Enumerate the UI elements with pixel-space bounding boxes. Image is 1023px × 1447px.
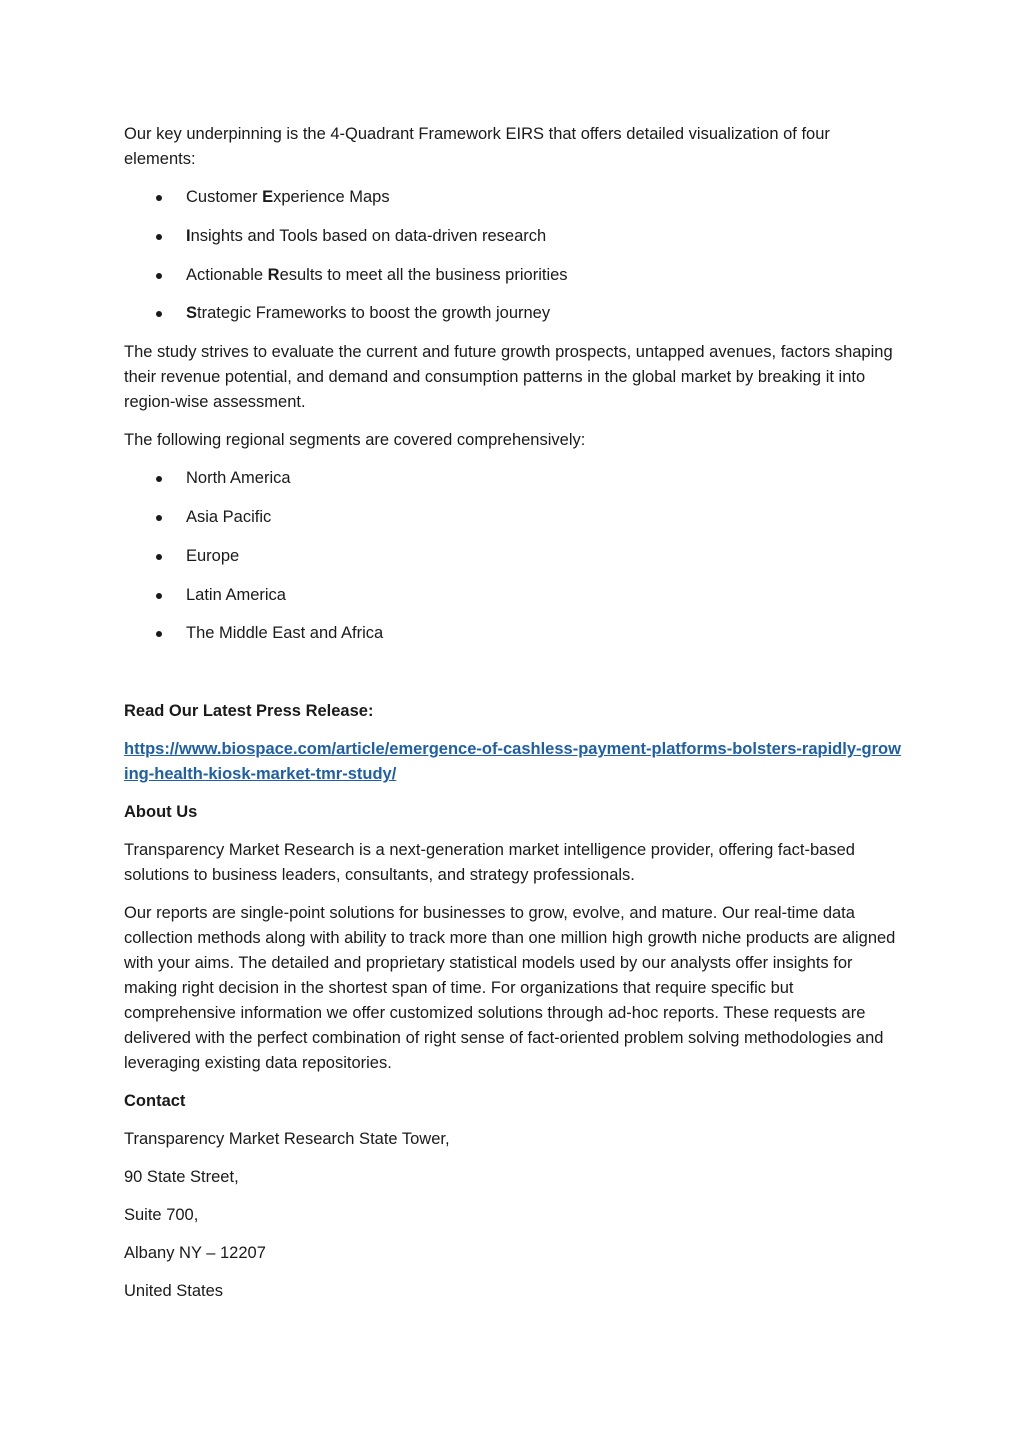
bullet-icon <box>156 311 162 317</box>
contact-heading: Contact <box>124 1092 186 1111</box>
list-item: The Middle East and Africa <box>124 621 904 646</box>
about-heading: About Us <box>124 803 198 822</box>
list-item: Insights and Tools based on data-driven research <box>124 224 904 249</box>
contact-line: Transparency Market Research State Tower, <box>124 1130 450 1149</box>
bullet-icon <box>156 631 162 637</box>
about-paragraph-1: Transparency Market Research is a next-generation market intelligence provider, offering fact-based solutions to business leaders, consultants, and strategy professionals. <box>124 841 855 885</box>
list-item: Customer Experience Maps <box>124 185 904 210</box>
press-release-link-paragraph <box>124 737 904 787</box>
list-item: Europe <box>124 544 904 569</box>
document-page <box>124 122 904 1317</box>
bullet-icon <box>156 593 162 599</box>
list-item: Strategic Frameworks to boost the growth journey <box>124 301 904 326</box>
contact-line: Albany NY – 12207 <box>124 1244 266 1263</box>
study-paragraph: The study strives to evaluate the current and future growth prospects, untapped avenues, factors shaping their revenue potential, and demand and consumption patterns in the global market by breaking it into region-wise assessment. <box>124 343 893 412</box>
intro-paragraph: Our key underpinning is the 4-Quadrant Framework EIRS that offers detailed visualization of four elements: <box>124 125 830 168</box>
bullet-icon <box>156 476 162 482</box>
press-release-heading: Read Our Latest Press Release: <box>124 702 374 721</box>
eirs-list <box>124 185 904 326</box>
bullet-icon <box>156 554 162 560</box>
blank-line <box>124 660 904 699</box>
bullet-icon <box>156 195 162 201</box>
regions-list <box>124 466 904 646</box>
regions-intro: The following regional segments are covered comprehensively: <box>124 431 586 450</box>
press-release-link[interactable]: https://www.biospace.com/article/emergence-of-cashless-payment-platforms-bolsters-rapidly-growing-health-kiosk-market-tmr-study/ <box>124 740 901 784</box>
bullet-icon <box>156 515 162 521</box>
contact-line: 90 State Street, <box>124 1168 239 1187</box>
list-item: Actionable Results to meet all the business priorities <box>124 263 904 288</box>
list-item: Latin America <box>124 583 904 608</box>
contact-line: Suite 700, <box>124 1206 199 1225</box>
list-item: North America <box>124 466 904 491</box>
bullet-icon <box>156 234 162 240</box>
bullet-icon <box>156 273 162 279</box>
about-paragraph-2: Our reports are single-point solutions for businesses to grow, evolve, and mature. Our real-time data collection methods along with ability to track more than one million high growth niche products are aligned with your aims. The detailed and proprietary statistical models used by our analysts offer insights for making right decision in the shortest span of time. For organizations that require specific but comprehensive information we offer customized solutions through ad-hoc reports. These requests are delivered with the perfect combination of right sense of fact-oriented problem solving methodologies and leveraging existing data repositories. <box>124 904 896 1073</box>
contact-line: United States <box>124 1282 224 1301</box>
list-item: Asia Pacific <box>124 505 904 530</box>
